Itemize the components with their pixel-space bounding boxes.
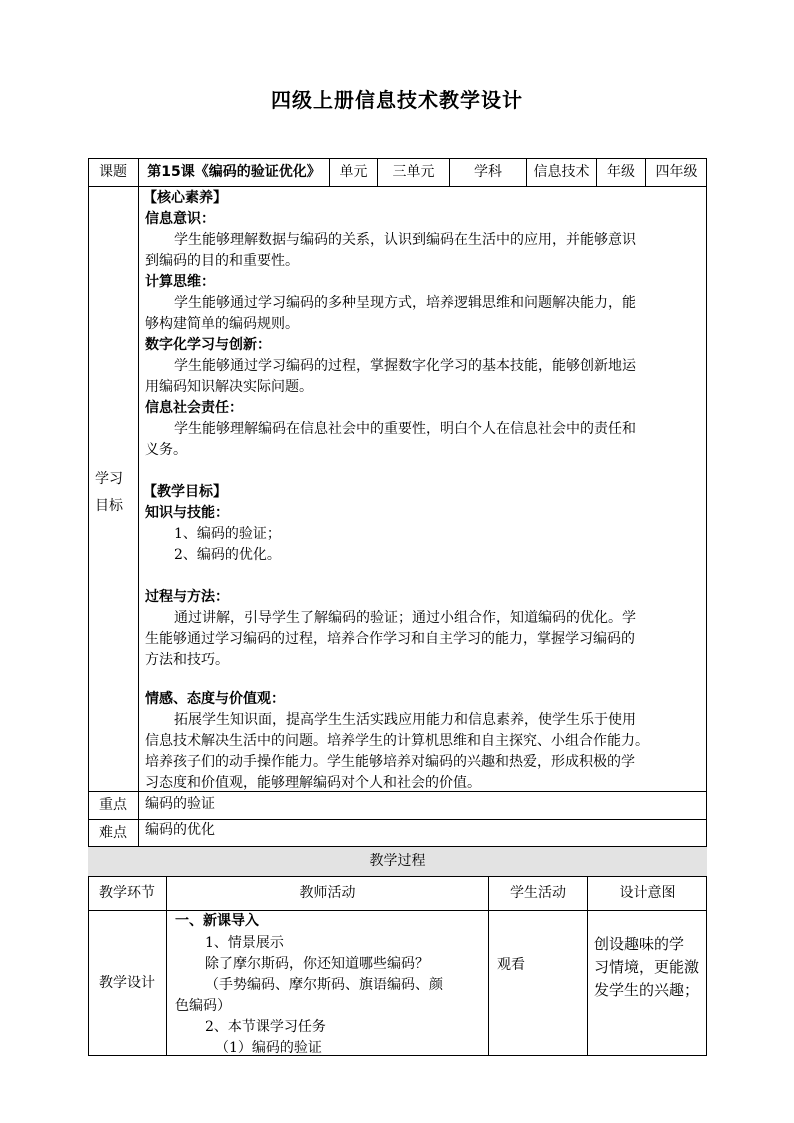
difficult-point-value: 编码的优化 xyxy=(145,822,215,838)
teacher-activity-line: 色编码） xyxy=(175,998,231,1014)
header-student: 学生活动 xyxy=(489,877,588,911)
info-awareness-line: 到编码的目的和重要性。 xyxy=(145,253,299,269)
key-point-value-cell xyxy=(139,792,707,820)
new-lesson-heading: 一、新课导入 xyxy=(175,913,259,929)
key-point-value: 编码的验证 xyxy=(145,796,215,812)
process-method-heading: 过程与方法： xyxy=(145,589,229,605)
process-method-line: 方法和技巧。 xyxy=(145,652,229,668)
key-point-label: 重点 xyxy=(88,792,139,820)
computational-heading: 计算思维： xyxy=(145,274,215,290)
social-responsibility-line: 义务。 xyxy=(145,442,187,458)
header-teacher: 教师活动 xyxy=(167,877,489,911)
subject-value: 信息技术 xyxy=(527,158,597,187)
student-activity-cell xyxy=(489,911,588,1056)
subject-label: 学科 xyxy=(450,158,527,187)
objectives-label-1: 学习 xyxy=(95,471,123,487)
teaching-goal-heading: 【教学目标】 xyxy=(143,484,227,500)
info-awareness-heading: 信息意识： xyxy=(145,211,215,227)
emotion-values-line: 信息技术解决生活中的问题。培养学生的计算机思维和自主探究、小组合作能力。 xyxy=(145,733,649,749)
digital-learning-line: 学生能够通过学习编码的过程，掌握数字化学习的基本技能，能够创新地运 xyxy=(174,358,636,374)
computational-line: 够构建简单的编码规则。 xyxy=(145,316,299,332)
topic-value: 第15课《编码的验证优化》 xyxy=(139,158,330,187)
objectives-label-2: 目标 xyxy=(95,498,123,514)
difficult-point-value-cell xyxy=(139,820,707,847)
difficult-point-label: 难点 xyxy=(88,820,139,847)
unit-label: 单元 xyxy=(330,158,378,187)
emotion-values-line: 习态度和价值观，能够理解编码对个人和社会的价值。 xyxy=(145,775,481,791)
grade-label: 年级 xyxy=(597,158,646,187)
header-intent: 设计意图 xyxy=(588,877,707,911)
design-intent-line: 发学生的兴趣； xyxy=(594,981,700,999)
design-intent-line: 习情境，更能激 xyxy=(594,958,700,976)
teacher-activity-line: 除了摩尔斯码，你还知道哪些编码？ xyxy=(205,956,429,972)
digital-learning-heading: 数字化学习与创新： xyxy=(145,337,271,353)
teacher-activity-line: 2、本节课学习任务 xyxy=(205,1019,326,1035)
knowledge-item: 1、编码的验证； xyxy=(174,526,281,542)
teacher-activity-line: 1、情景展示 xyxy=(205,935,284,951)
info-awareness-line: 学生能够理解数据与编码的关系，认识到编码在生活中的应用，并能够意识 xyxy=(174,232,636,248)
social-responsibility-line: 学生能够理解编码在信息社会中的重要性，明白个人在信息社会中的责任和 xyxy=(174,421,636,437)
social-responsibility-heading: 信息社会责任： xyxy=(145,400,243,416)
unit-value: 三单元 xyxy=(378,158,450,187)
process-method-line: 生能够通过学习编码的过程，培养合作学习和自主学习的能力，掌握学习编码的 xyxy=(145,631,635,647)
teacher-activity-line: （手势编码、摩尔斯码、旗语编码、颜 xyxy=(205,977,443,993)
document-title: 四级上册信息技术教学设计 xyxy=(271,88,523,112)
header-stage: 教学环节 xyxy=(88,877,167,911)
stage-cell: 教学设计 xyxy=(88,911,167,1056)
computational-line: 学生能够通过学习编码的多种呈现方式，培养逻辑思维和问题解决能力，能 xyxy=(174,295,636,311)
knowledge-item: 2、编码的优化。 xyxy=(174,547,281,563)
emotion-values-line: 拓展学生知识面，提高学生生活实践应用能力和信息素养，使学生乐于使用 xyxy=(174,712,636,728)
emotion-values-heading: 情感、态度与价值观： xyxy=(145,691,285,707)
emotion-values-line: 培养孩子们的动手操作能力。学生能够培养对编码的兴趣和热爱，形成积极的学 xyxy=(145,754,635,770)
process-method-line: 通过讲解，引导学生了解编码的验证；通过小组合作，知道编码的优化。学 xyxy=(174,610,636,626)
core-literacy-heading: 【核心素养】 xyxy=(143,190,227,206)
teacher-activity-line: （1）编码的验证 xyxy=(215,1040,322,1056)
grade-value: 四年级 xyxy=(646,158,707,187)
student-activity-text: 观看 xyxy=(497,957,525,973)
digital-learning-line: 用编码知识解决实际问题。 xyxy=(145,379,313,395)
design-intent-line: 创设趣味的学 xyxy=(594,935,685,953)
teaching-process-banner: 教学过程 xyxy=(88,847,707,877)
topic-label: 课题 xyxy=(88,158,139,187)
knowledge-heading: 知识与技能： xyxy=(145,505,229,521)
